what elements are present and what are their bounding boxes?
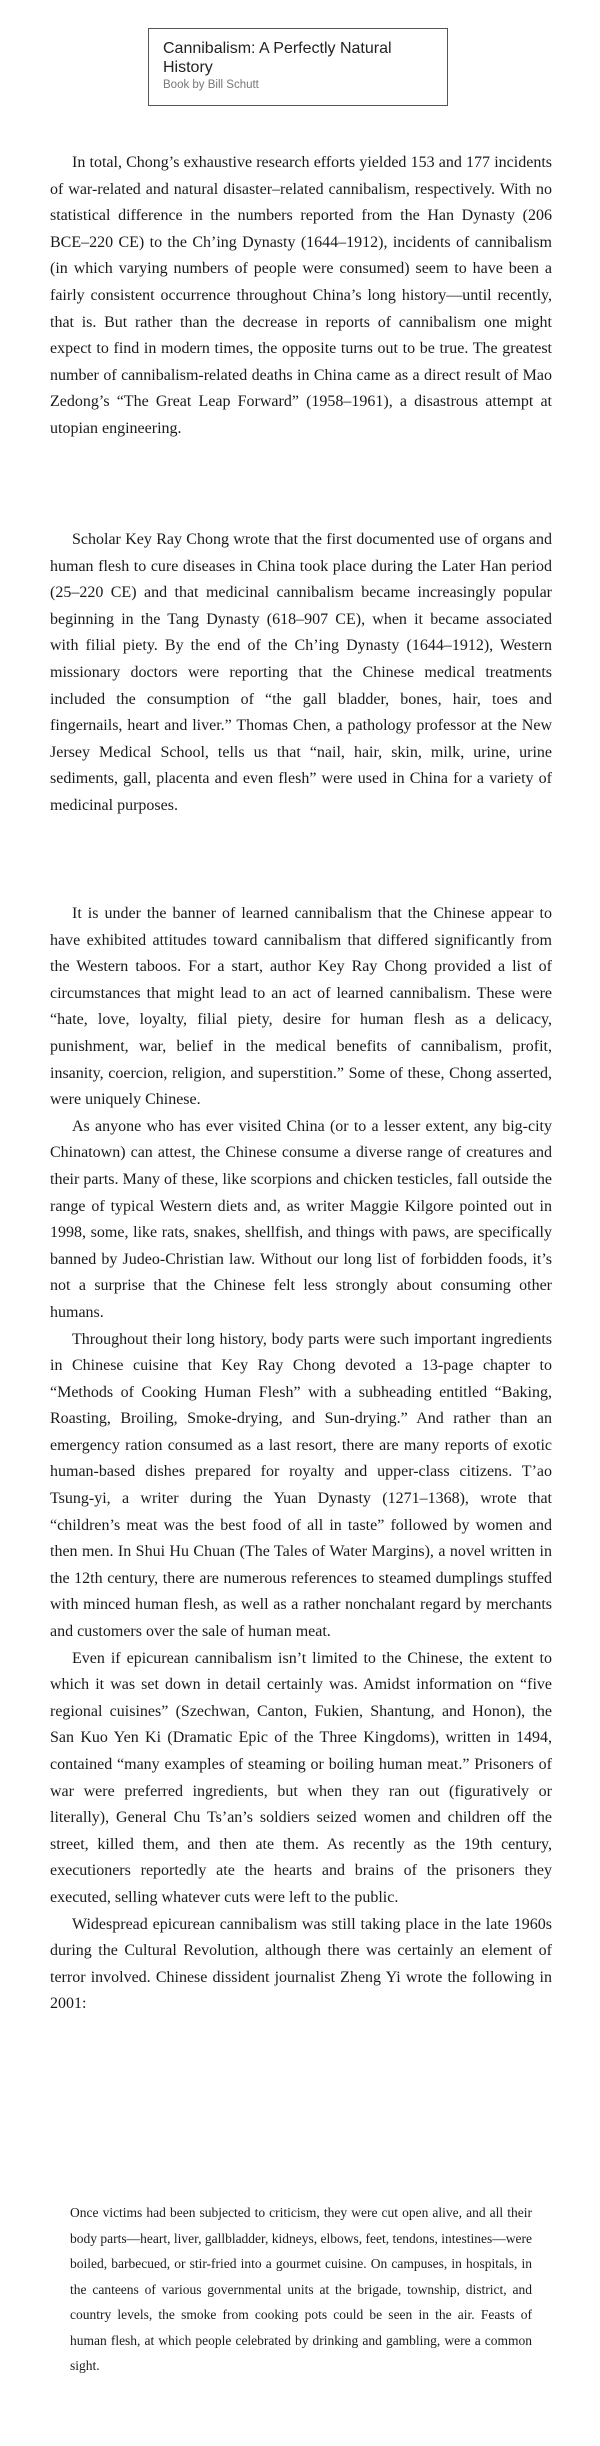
paragraph: Even if epicurean cannibalism isn’t limited to the Chinese, the extent to which it was set down in detail certainly was. Amidst information on “five regional cuisines” (Szechwan, Canton, Fukien, Shantung, and Honon), the San Kuo Yen Ki (Dramatic Epic of the Three Kingdoms), written in 1494, contained “many examples of steaming or boiling human meat.” Prisoners of war were preferred ingredients, but when they ran out (figuratively or literally), General Chu Ts’an’s soldiers seized women and children off the street, killed them, and then ate them. As recently as the 19th century, executioners reportedly ate the hearts and brains of the prisoners they executed, selling whatever cuts were left to the public. bbox=[50, 1649, 552, 1906]
book-author: Book by Bill Schutt bbox=[163, 79, 259, 91]
book-card[interactable] bbox=[148, 28, 448, 106]
paragraph: Scholar Key Ray Chong wrote that the first documented use of organs and human flesh to cure diseases in China took place during the Later Han period (25–220 CE) and that medicinal cannibalism became increasingly popular beginning in the Tang Dynasty (618–907 CE), when it became associated with filial piety. By the end of the Ch’ing Dynasty (1644–1912), Western missionary doctors were reporting that the Chinese medical treatments included the consumption of “the gall bladder, bones, hair, toes and fingernails, heart and liver.” Thomas Chen, a pathology professor at the New Jersey Medical School, tells us that “nail, hair, skin, milk, urine, urine sediments, gall, placenta and even flesh” were used in China for a variety of medicinal purposes. bbox=[50, 531, 552, 814]
paragraph: Widespread epicurean cannibalism was still taking place in the late 1960s during the Cultural Revolution, although there was certainly an element of terror involved. Chinese dissident journalist Zheng Yi wrote the following in 2001: bbox=[50, 1915, 552, 2013]
section-learned-cannibalism bbox=[50, 901, 552, 2018]
paragraph: It is under the banner of learned cannibalism that the Chinese appear to have exhibited attitudes toward cannibalism that differed significantly from the Western taboos. For a start, author Key Ray Chong provided a list of circumstances that might lead to an act of learned cannibalism. These were “hate, love, loyalty, filial piety, desire for human flesh as a delicacy, punishment, war, belief in the medical benefits of cannibalism, profit, insanity, coercion, religion, and superstition.” Some of these, Chong asserted, were uniquely Chinese. bbox=[50, 905, 552, 1109]
block-quote bbox=[70, 2200, 532, 2379]
book-title[interactable]: Cannibalism: A Perfectly Natural History bbox=[163, 40, 392, 76]
quote-text: Once victims had been subjected to criticism, they were cut open alive, and all their body parts—heart, liver, gallbladder, kidneys, elbows, feet, tendons, intestines—were boiled, barbecued, or stir-fried into a gourmet cuisine. On campuses, in hospitals, in the canteens of various governmental units at the brigade, township, district, and country levels, the smoke from cooking pots could be seen in the air. Feasts of human flesh, at which people celebrated by drinking and gambling, were a common sight. bbox=[70, 2205, 532, 2373]
paragraph: Throughout their long history, body parts were such important ingredients in Chinese cuisine that Key Ray Chong devoted a 13-page chapter to “Methods of Cooking Human Flesh” with a subheading entitled “Baking, Roasting, Broiling, Smoke-drying, and Sun-drying.” And rather than an emergency ration consumed as a last resort, there are many reports of exotic human-based dishes prepared for royalty and upper-class citizens. T’ao Tsung-yi, a writer during the Yuan Dynasty (1271–1368), wrote that “children’s meat was the best food of all in taste” followed by women and then men. In Shui Hu Chuan (The Tales of Water Margins), a novel written in the 12th century, there are numerous references to steamed dumplings stuffed with minced human flesh, as well as a rather nonchalant regard by merchants and customers over the sale of human meat. bbox=[50, 1330, 552, 1641]
paragraph: In total, Chong’s exhaustive research efforts yielded 153 and 177 incidents of war-related and natural disaster–related cannibalism, respectively. With no statistical difference in the numbers reported from the Han Dynasty (206 BCE–220 CE) to the Ch’ing Dynasty (1644–1912), incidents of cannibalism (in which varying numbers of people were consumed) seem to have been a fairly consistent occurrence throughout China’s long history—until recently, that is. But rather than the decrease in reports of cannibalism one might expect to find in modern times, the opposite turns out to be true. The greatest number of cannibalism-related deaths in China came as a direct result of Mao Zedong’s “The Great Leap Forward” (1958–1961), a disastrous attempt at utopian engineering. bbox=[50, 154, 552, 437]
section-war-cannibalism bbox=[50, 150, 552, 443]
section-medicinal-cannibalism bbox=[50, 527, 552, 820]
paragraph: As anyone who has ever visited China (or to a lesser extent, any big-city Chinatown) can attest, the Chinese consume a diverse range of creatures and their parts. Many of these, like scorpions and chicken testicles, fall outside the range of typical Western diets and, as writer Maggie Kilgore pointed out in 1998, some, like rats, snakes, shellfish, and things with paws, are specifically banned by Judeo-Christian law. Without our long list of forbidden foods, it’s not a surprise that the Chinese felt less strongly about consuming other humans. bbox=[50, 1117, 552, 1321]
